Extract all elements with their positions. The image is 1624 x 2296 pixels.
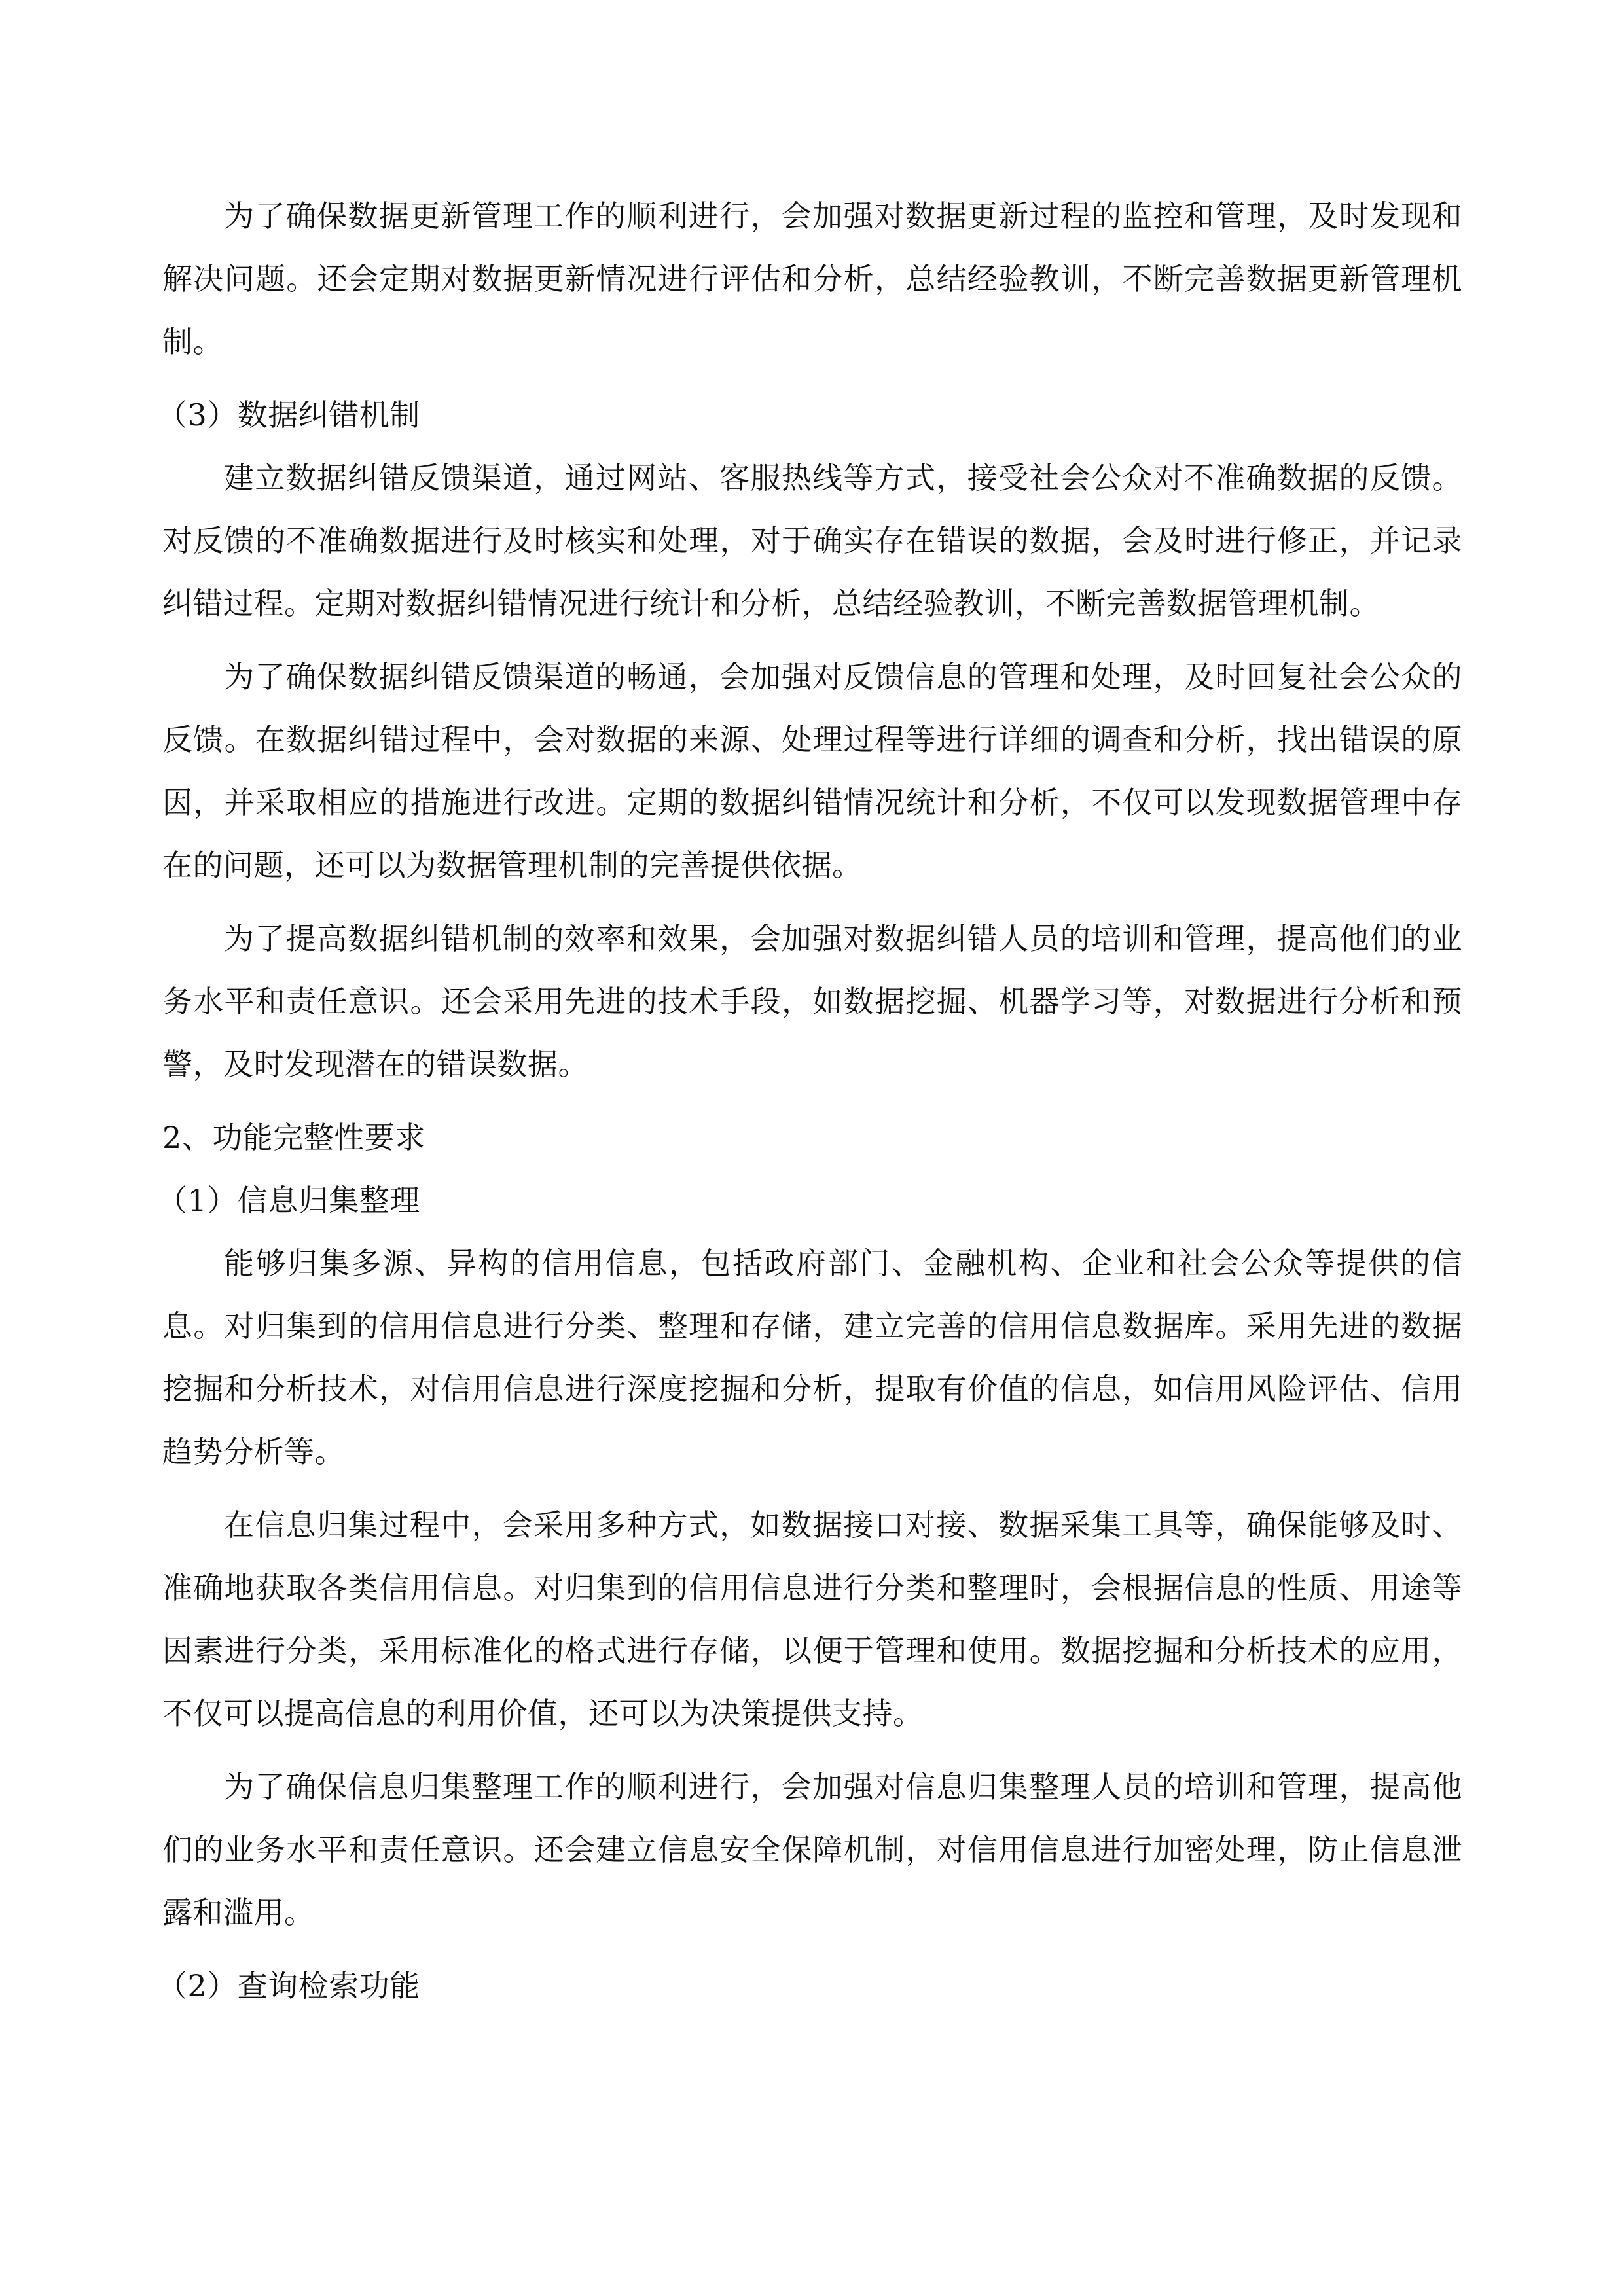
heading-information-collection: （1）信息归集整理 [157, 1183, 420, 1218]
paragraph-collection-security: 为了确保信息归集整理工作的顺利进行，会加强对信息归集整理人员的培训和管理，提高他们的业务水平和责任意识。还会建立信息安全保障机制，对信用信息进行加密处理，防止信息泄露和滥用。 [162, 1769, 1462, 1930]
paragraph-correction-feedback-channel: 建立数据纠错反馈渠道，通过网站、客服热线等方式，接受社会公众对不准确数据的反馈。对反馈的不准确数据进行及时核实和处理，对于确实存在错误的数据，会及时进行修正，并记录纠错过程。定期对数据纠错情况进行统计和分析，总结经验教训，不断完善数据管理机制。 [162, 460, 1462, 621]
heading-query-search: （2）查询检索功能 [157, 1968, 420, 2003]
paragraph-correction-efficiency: 为了提高数据纠错机制的效率和效果，会加强对数据纠错人员的培训和管理，提高他们的业务水平和责任意识。还会采用先进的技术手段，如数据挖掘、机器学习等，对数据进行分析和预警，及时发现潜在的错误数据。 [162, 921, 1462, 1082]
document-body [157, 185, 1462, 2017]
paragraph-collection-methods: 在信息归集过程中，会采用多种方式，如数据接口对接、数据采集工具等，确保能够及时、准确地获取各类信用信息。对归集到的信用信息进行分类和整理时，会根据信息的性质、用途等因素进行分类，采用标准化的格式进行存储，以便于管理和使用。数据挖掘和分析技术的应用，不仅可以提高信息的利用价值，还可以为决策提供支持。 [162, 1507, 1462, 1731]
paragraph-data-update-monitoring: 为了确保数据更新管理工作的顺利进行，会加强对数据更新过程的监控和管理，及时发现和解决问题。还会定期对数据更新情况进行评估和分析，总结经验教训，不断完善数据更新管理机制。 [162, 198, 1462, 359]
heading-functional-completeness: 2、功能完整性要求 [162, 1120, 425, 1155]
heading-data-correction-mechanism: （3）数据纠错机制 [157, 397, 420, 433]
paragraph-correction-channel-smoothness: 为了确保数据纠错反馈渠道的畅通，会加强对反馈信息的管理和处理，及时回复社会公众的反馈。在数据纠错过程中，会对数据的来源、处理过程等进行详细的调查和分析，找出错误的原因，并采取相应的措施进行改进。定期的数据纠错情况统计和分析，不仅可以发现数据管理中存在的问题，还可以为数据管理机制的完善提供依据。 [162, 659, 1462, 883]
paragraph-multi-source-collection: 能够归集多源、异构的信用信息，包括政府部门、金融机构、企业和社会公众等提供的信息。对归集到的信用信息进行分类、整理和存储，建立完善的信用信息数据库。采用先进的数据挖掘和分析技术，对信用信息进行深度挖掘和分析，提取有价值的信息，如信用风险评估、信用趋势分析等。 [162, 1246, 1462, 1469]
